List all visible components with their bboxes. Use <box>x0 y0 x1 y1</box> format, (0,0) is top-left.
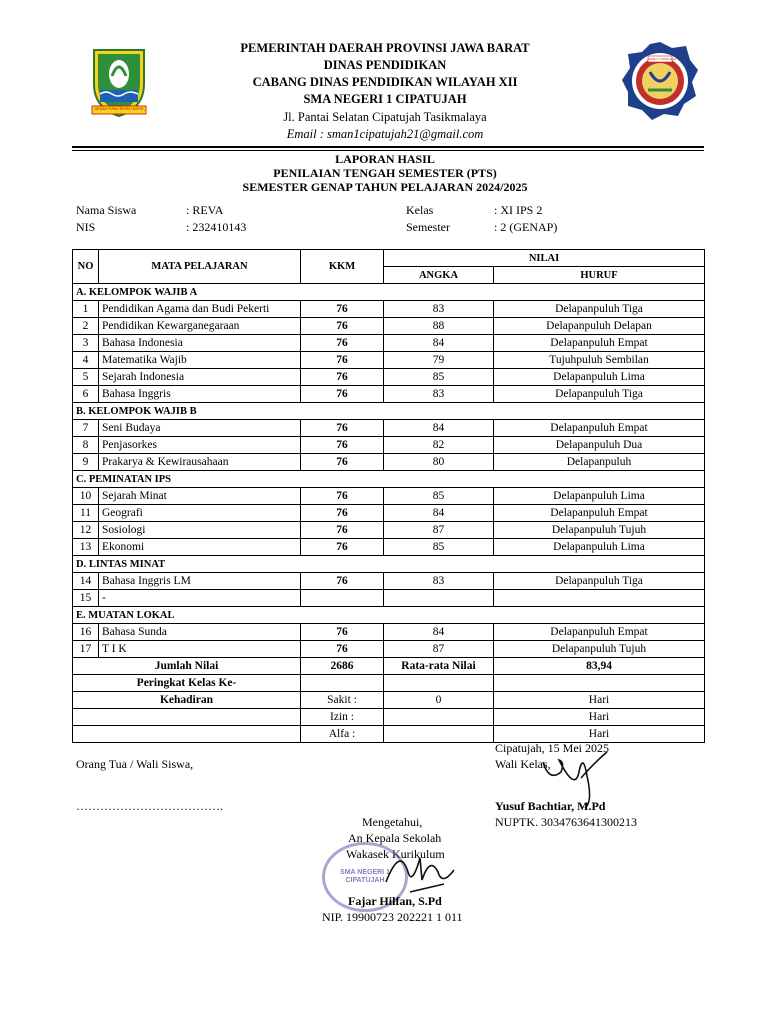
row-no: 16 <box>73 624 99 641</box>
parent-label: Orang Tua / Wali Siswa, <box>76 757 194 771</box>
header-no: NO <box>73 250 99 284</box>
row-kkm: 76 <box>301 420 384 437</box>
table-row <box>73 573 705 590</box>
row-no: 4 <box>73 352 99 369</box>
student-name-label: Nama Siswa <box>76 203 137 217</box>
row-huruf: Delapanpuluh Tiga <box>494 573 705 590</box>
row-subject: Pendidikan Agama dan Budi Pekerti <box>99 301 301 318</box>
section-header <box>73 403 705 420</box>
table-row <box>73 539 705 556</box>
row-huruf: Delapanpuluh Tiga <box>494 301 705 318</box>
row-huruf: Delapanpuluh Lima <box>494 488 705 505</box>
letterhead <box>150 40 620 143</box>
parent-signature-line: ………………………………. <box>76 799 223 813</box>
total-value: 2686 <box>301 658 384 675</box>
row-no: 14 <box>73 573 99 590</box>
section-header <box>73 284 705 301</box>
student-semester-value: : 2 (GENAP) <box>494 220 558 234</box>
rank-value <box>301 675 384 692</box>
row-angka: 88 <box>384 318 494 335</box>
report-title-line-3: SEMESTER GENAP TAHUN PELAJARAN 2024/2025 <box>242 180 528 194</box>
row-no: 13 <box>73 539 99 556</box>
table-row <box>73 318 705 335</box>
row-kkm: 76 <box>301 522 384 539</box>
row-no: 1 <box>73 301 99 318</box>
table-row <box>73 505 705 522</box>
row-angka: 84 <box>384 420 494 437</box>
header-divider <box>72 146 704 151</box>
row-subject: Bahasa Indonesia <box>99 335 301 352</box>
row-angka: 84 <box>384 505 494 522</box>
table-row <box>73 641 705 658</box>
row-huruf <box>494 590 705 607</box>
header-angka: ANGKA <box>384 267 494 284</box>
acknowledged-label: Mengetahui, <box>362 815 423 829</box>
permit-unit: Hari <box>494 709 705 726</box>
grades-table <box>72 249 705 743</box>
average-value: 83,94 <box>494 658 705 675</box>
header-line-4: SMA NEGERI 1 CIPATUJAH <box>303 92 467 106</box>
row-subject: Prakarya & Kewirausahaan <box>99 454 301 471</box>
row-no: 15 <box>73 590 99 607</box>
row-huruf: Delapanpuluh Tujuh <box>494 522 705 539</box>
province-logo-text: GEMAH RIPAH REPEH RAPIH <box>94 107 144 111</box>
table-row <box>73 352 705 369</box>
section-header <box>73 556 705 573</box>
table-row <box>73 369 705 386</box>
rank-empty-1 <box>384 675 494 692</box>
header-huruf: HURUF <box>494 267 705 284</box>
row-subject: T I K <box>99 641 301 658</box>
sick-unit: Hari <box>494 692 705 709</box>
row-kkm: 76 <box>301 352 384 369</box>
table-row <box>73 301 705 318</box>
row-angka: 87 <box>384 641 494 658</box>
row-no: 2 <box>73 318 99 335</box>
row-subject: Matematika Wajib <box>99 352 301 369</box>
row-kkm: 76 <box>301 624 384 641</box>
row-angka: 85 <box>384 369 494 386</box>
row-angka: 83 <box>384 301 494 318</box>
row-kkm: 76 <box>301 335 384 352</box>
row-kkm: 76 <box>301 318 384 335</box>
row-subject: Sosiologi <box>99 522 301 539</box>
principal-nip: NIP. 19900723 202221 1 011 <box>322 910 463 924</box>
school-logo <box>620 40 700 122</box>
student-class-value: : XI IPS 2 <box>494 203 543 217</box>
attendance-blank-2 <box>73 726 301 743</box>
row-huruf: Delapanpuluh Empat <box>494 505 705 522</box>
row-angka: 83 <box>384 573 494 590</box>
table-row <box>73 335 705 352</box>
homeroom-label: Wali Kelas, <box>495 757 551 771</box>
row-angka: 87 <box>384 522 494 539</box>
row-no: 3 <box>73 335 99 352</box>
section-title: E. MUATAN LOKAL <box>73 607 705 624</box>
row-kkm: 76 <box>301 505 384 522</box>
row-kkm: 76 <box>301 386 384 403</box>
row-kkm: 76 <box>301 369 384 386</box>
total-label: Jumlah Nilai <box>73 658 301 675</box>
row-angka: 85 <box>384 488 494 505</box>
row-huruf: Delapanpuluh <box>494 454 705 471</box>
row-no: 8 <box>73 437 99 454</box>
row-huruf: Delapanpuluh Dua <box>494 437 705 454</box>
row-kkm: 76 <box>301 539 384 556</box>
header-address: Jl. Pantai Selatan Cipatujah Tasikmalaya <box>283 110 487 124</box>
table-row <box>73 420 705 437</box>
attendance-blank-1 <box>73 709 301 726</box>
row-no: 12 <box>73 522 99 539</box>
row-kkm: 76 <box>301 437 384 454</box>
row-angka: 83 <box>384 386 494 403</box>
row-subject: Seni Budaya <box>99 420 301 437</box>
section-title: B. KELOMPOK WAJIB B <box>73 403 705 420</box>
sick-label: Sakit : <box>301 692 384 709</box>
row-subject: Sejarah Indonesia <box>99 369 301 386</box>
header-nilai: NILAI <box>384 250 705 267</box>
row-subject: Bahasa Sunda <box>99 624 301 641</box>
row-huruf: Delapanpuluh Tiga <box>494 386 705 403</box>
report-title-line-1: LAPORAN HASIL <box>335 152 435 166</box>
table-row <box>73 488 705 505</box>
row-subject: Ekonomi <box>99 539 301 556</box>
header-kkm: KKM <box>301 250 384 284</box>
principal-title: An Kepala Sekolah <box>348 831 442 845</box>
row-huruf: Delapanpuluh Empat <box>494 420 705 437</box>
header-subject: MATA PELAJARAN <box>99 250 301 284</box>
row-huruf: Delapanpuluh Tujuh <box>494 641 705 658</box>
row-no: 6 <box>73 386 99 403</box>
grades-body <box>73 284 705 658</box>
row-angka: 85 <box>384 539 494 556</box>
section-title: D. LINTAS MINAT <box>73 556 705 573</box>
permit-label: Izin : <box>301 709 384 726</box>
header-line-1: PEMERINTAH DAERAH PROVINSI JAWA BARAT <box>240 41 530 55</box>
row-angka: 80 <box>384 454 494 471</box>
report-title <box>150 152 620 194</box>
table-row <box>73 624 705 641</box>
row-kkm: 76 <box>301 301 384 318</box>
row-kkm <box>301 590 384 607</box>
row-subject: Bahasa Inggris <box>99 386 301 403</box>
row-no: 5 <box>73 369 99 386</box>
row-angka: 84 <box>384 335 494 352</box>
header-line-3: CABANG DINAS PENDIDIKAN WILAYAH XII <box>252 75 518 89</box>
absent-unit: Hari <box>494 726 705 743</box>
rank-empty-2 <box>494 675 705 692</box>
absent-value <box>384 726 494 743</box>
row-huruf: Delapanpuluh Empat <box>494 335 705 352</box>
table-row <box>73 454 705 471</box>
row-angka: 79 <box>384 352 494 369</box>
row-angka: 82 <box>384 437 494 454</box>
row-subject: Penjasorkes <box>99 437 301 454</box>
sick-value: 0 <box>384 692 494 709</box>
row-no: 10 <box>73 488 99 505</box>
average-label: Rata-rata Nilai <box>384 658 494 675</box>
row-subject: - <box>99 590 301 607</box>
row-angka: 84 <box>384 624 494 641</box>
row-kkm: 76 <box>301 641 384 658</box>
row-no: 17 <box>73 641 99 658</box>
student-name-value: : REVA <box>186 203 224 217</box>
row-no: 9 <box>73 454 99 471</box>
row-kkm: 76 <box>301 454 384 471</box>
report-title-line-2: PENILAIAN TENGAH SEMESTER (PTS) <box>273 166 497 180</box>
row-subject: Pendidikan Kewarganegaraan <box>99 318 301 335</box>
section-header <box>73 471 705 488</box>
row-huruf: Delapanpuluh Delapan <box>494 318 705 335</box>
row-angka <box>384 590 494 607</box>
absent-label: Alfa : <box>301 726 384 743</box>
row-subject: Sejarah Minat <box>99 488 301 505</box>
place-date: Cipatujah, 15 Mei 2025 <box>495 741 609 755</box>
summary-body <box>73 658 705 743</box>
school-logo-text: SMAN 1 CIPATUJAH <box>648 57 677 61</box>
header-line-2: DINAS PENDIDIKAN <box>323 58 447 72</box>
row-kkm: 76 <box>301 488 384 505</box>
student-semester-label: Semester <box>406 220 450 234</box>
section-title: C. PEMINATAN IPS <box>73 471 705 488</box>
row-huruf: Delapanpuluh Empat <box>494 624 705 641</box>
student-nis-label: NIS <box>76 220 96 234</box>
rank-label: Peringkat Kelas Ke- <box>73 675 301 692</box>
row-huruf: Delapanpuluh Lima <box>494 369 705 386</box>
principal-name: Fajar Hilfan, S.Pd <box>348 894 442 908</box>
section-title: A. KELOMPOK WAJIB A <box>73 284 705 301</box>
table-row <box>73 590 705 607</box>
table-row <box>73 437 705 454</box>
row-no: 7 <box>73 420 99 437</box>
row-subject: Geografi <box>99 505 301 522</box>
header-email: Email : sman1cipatujah21@gmail.com <box>286 127 484 141</box>
student-nis-value: : 232410143 <box>186 220 247 234</box>
stamp-text: SMA NEGERI 1 CIPATUJAH <box>340 869 390 884</box>
province-logo <box>88 46 150 118</box>
vice-principal-title: Wakasek Kurikulum <box>346 847 445 861</box>
permit-value <box>384 709 494 726</box>
student-class-label: Kelas <box>406 203 434 217</box>
table-row <box>73 386 705 403</box>
row-kkm: 76 <box>301 573 384 590</box>
row-huruf: Tujuhpuluh Sembilan <box>494 352 705 369</box>
row-subject: Bahasa Inggris LM <box>99 573 301 590</box>
homeroom-id: NUPTK. 3034763641300213 <box>495 815 638 829</box>
table-row <box>73 522 705 539</box>
row-no: 11 <box>73 505 99 522</box>
attendance-label: Kehadiran <box>73 692 301 709</box>
row-huruf: Delapanpuluh Lima <box>494 539 705 556</box>
homeroom-name: Yusuf Bachtiar, M.Pd <box>495 799 606 813</box>
section-header <box>73 607 705 624</box>
